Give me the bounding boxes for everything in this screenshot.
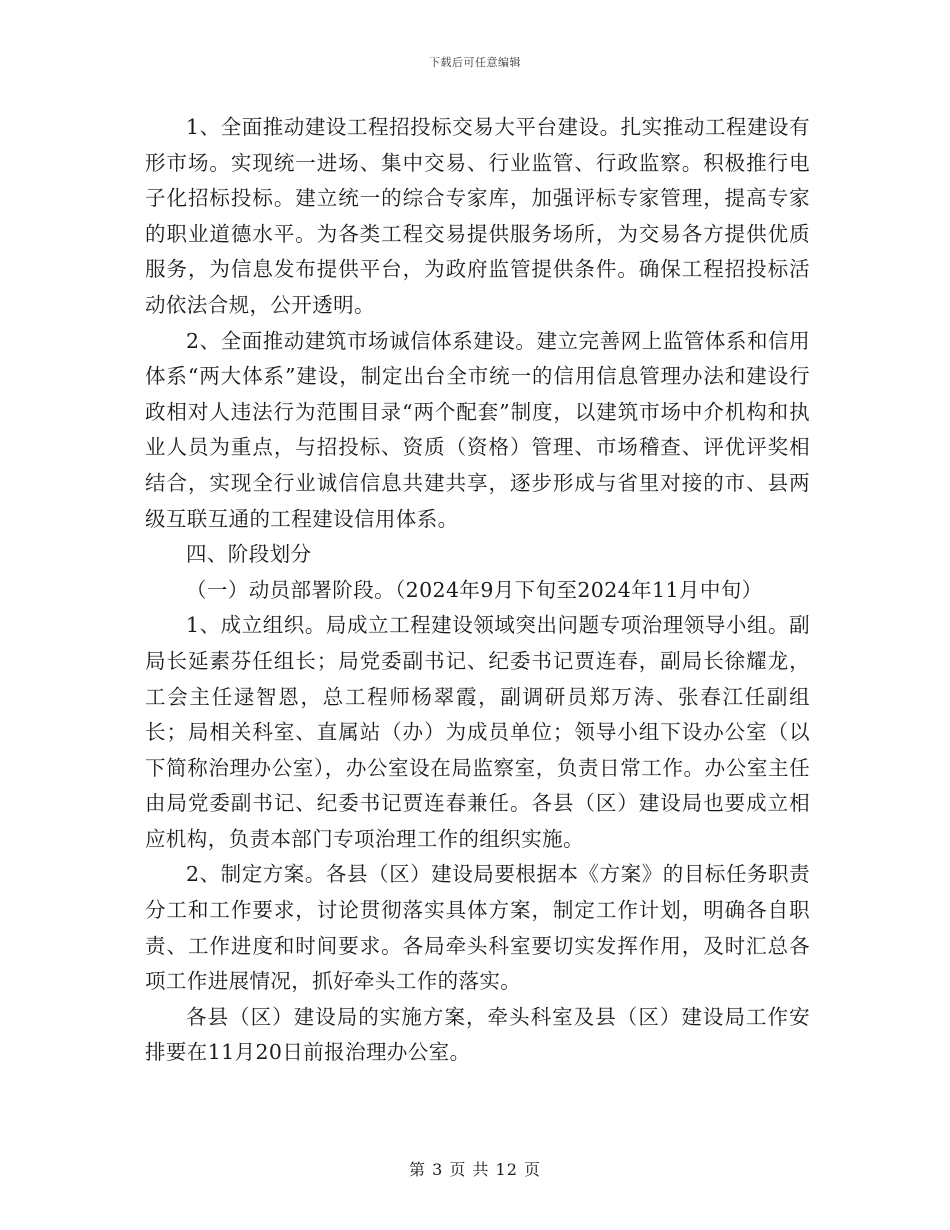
paragraph-formulate-plan: 2、制定方案。各县（区）建设局要根据本《方案》的目标任务职责分工和工作要求，讨论贯彻落实具体方案，制定工作计划，明确各自职责、工作进度和时间要求。各局牵头科室要切实发挥作用，及时汇总各项工作进展情况，抓好牵头工作的落实。 — [145, 862, 810, 994]
document-body — [145, 110, 810, 1071]
page-header: 下载后可任意编辑 — [429, 56, 521, 69]
paragraph-item-1: 1、全面推动建设工程招投标交易大平台建设。扎实推动工程建设有形市场。实现统一进场、集中交易、行业监管、行政监察。积极推行电子化招标投标。建立统一的综合专家库，加强评标专家管理，提高专家的职业道德水平。为各类工程交易提供服务场所，为交易各方提供优质服务，为信息发布提供平台，为政府监管提供条件。确保工程招投标活动依法合规，公开透明。 — [145, 115, 810, 317]
paragraph-item-2: 2、全面推动建筑市场诚信体系建设。建立完善网上监管体系和信用体系“两大体系”建设，制定出台全市统一的信用信息管理办法和建设行政相对人违法行为范围目录“两个配套”制度，以建筑市场中介机构和执业人员为重点，与招投标、资质（资格）管理、市场稽查、评优评奖相结合，实现全行业诚信信息共建共享，逐步形成与省里对接的市、县两级互联互通的工程建设信用体系。 — [145, 328, 810, 531]
section-heading-stages: 四、阶段划分 — [186, 542, 312, 567]
paragraph-establish-organization: 1、成立组织。局成立工程建设领域突出问题专项治理领导小组。副局长延素芬任组长；局党委副书记、纪委书记贾连春，副局长徐耀龙，工会主任逯智恩，总工程师杨翠霞，副调研员郑万涛、张春江任副组长；局相关科室、直属站（办）为成员单位；领导小组下设办公室（以下简称治理办公室），办公室设在局监察室，负责日常工作。办公室主任由局党委副书记、纪委书记贾连春兼任。各县（区）建设局也要成立相应机构，负责本部门专项治理工作的组织实施。 — [145, 613, 810, 851]
subsection-heading-mobilization: （一）动员部署阶段。（2024年9月下旬至2024年11月中旬） — [186, 577, 763, 602]
page-number: 第 3 页 共 12 页 — [409, 1160, 541, 1179]
paragraph-submission-deadline: 各县（区）建设局的实施方案，牵头科室及县（区）建设局工作安排要在11月20日前报治理办公室。 — [145, 1004, 810, 1065]
